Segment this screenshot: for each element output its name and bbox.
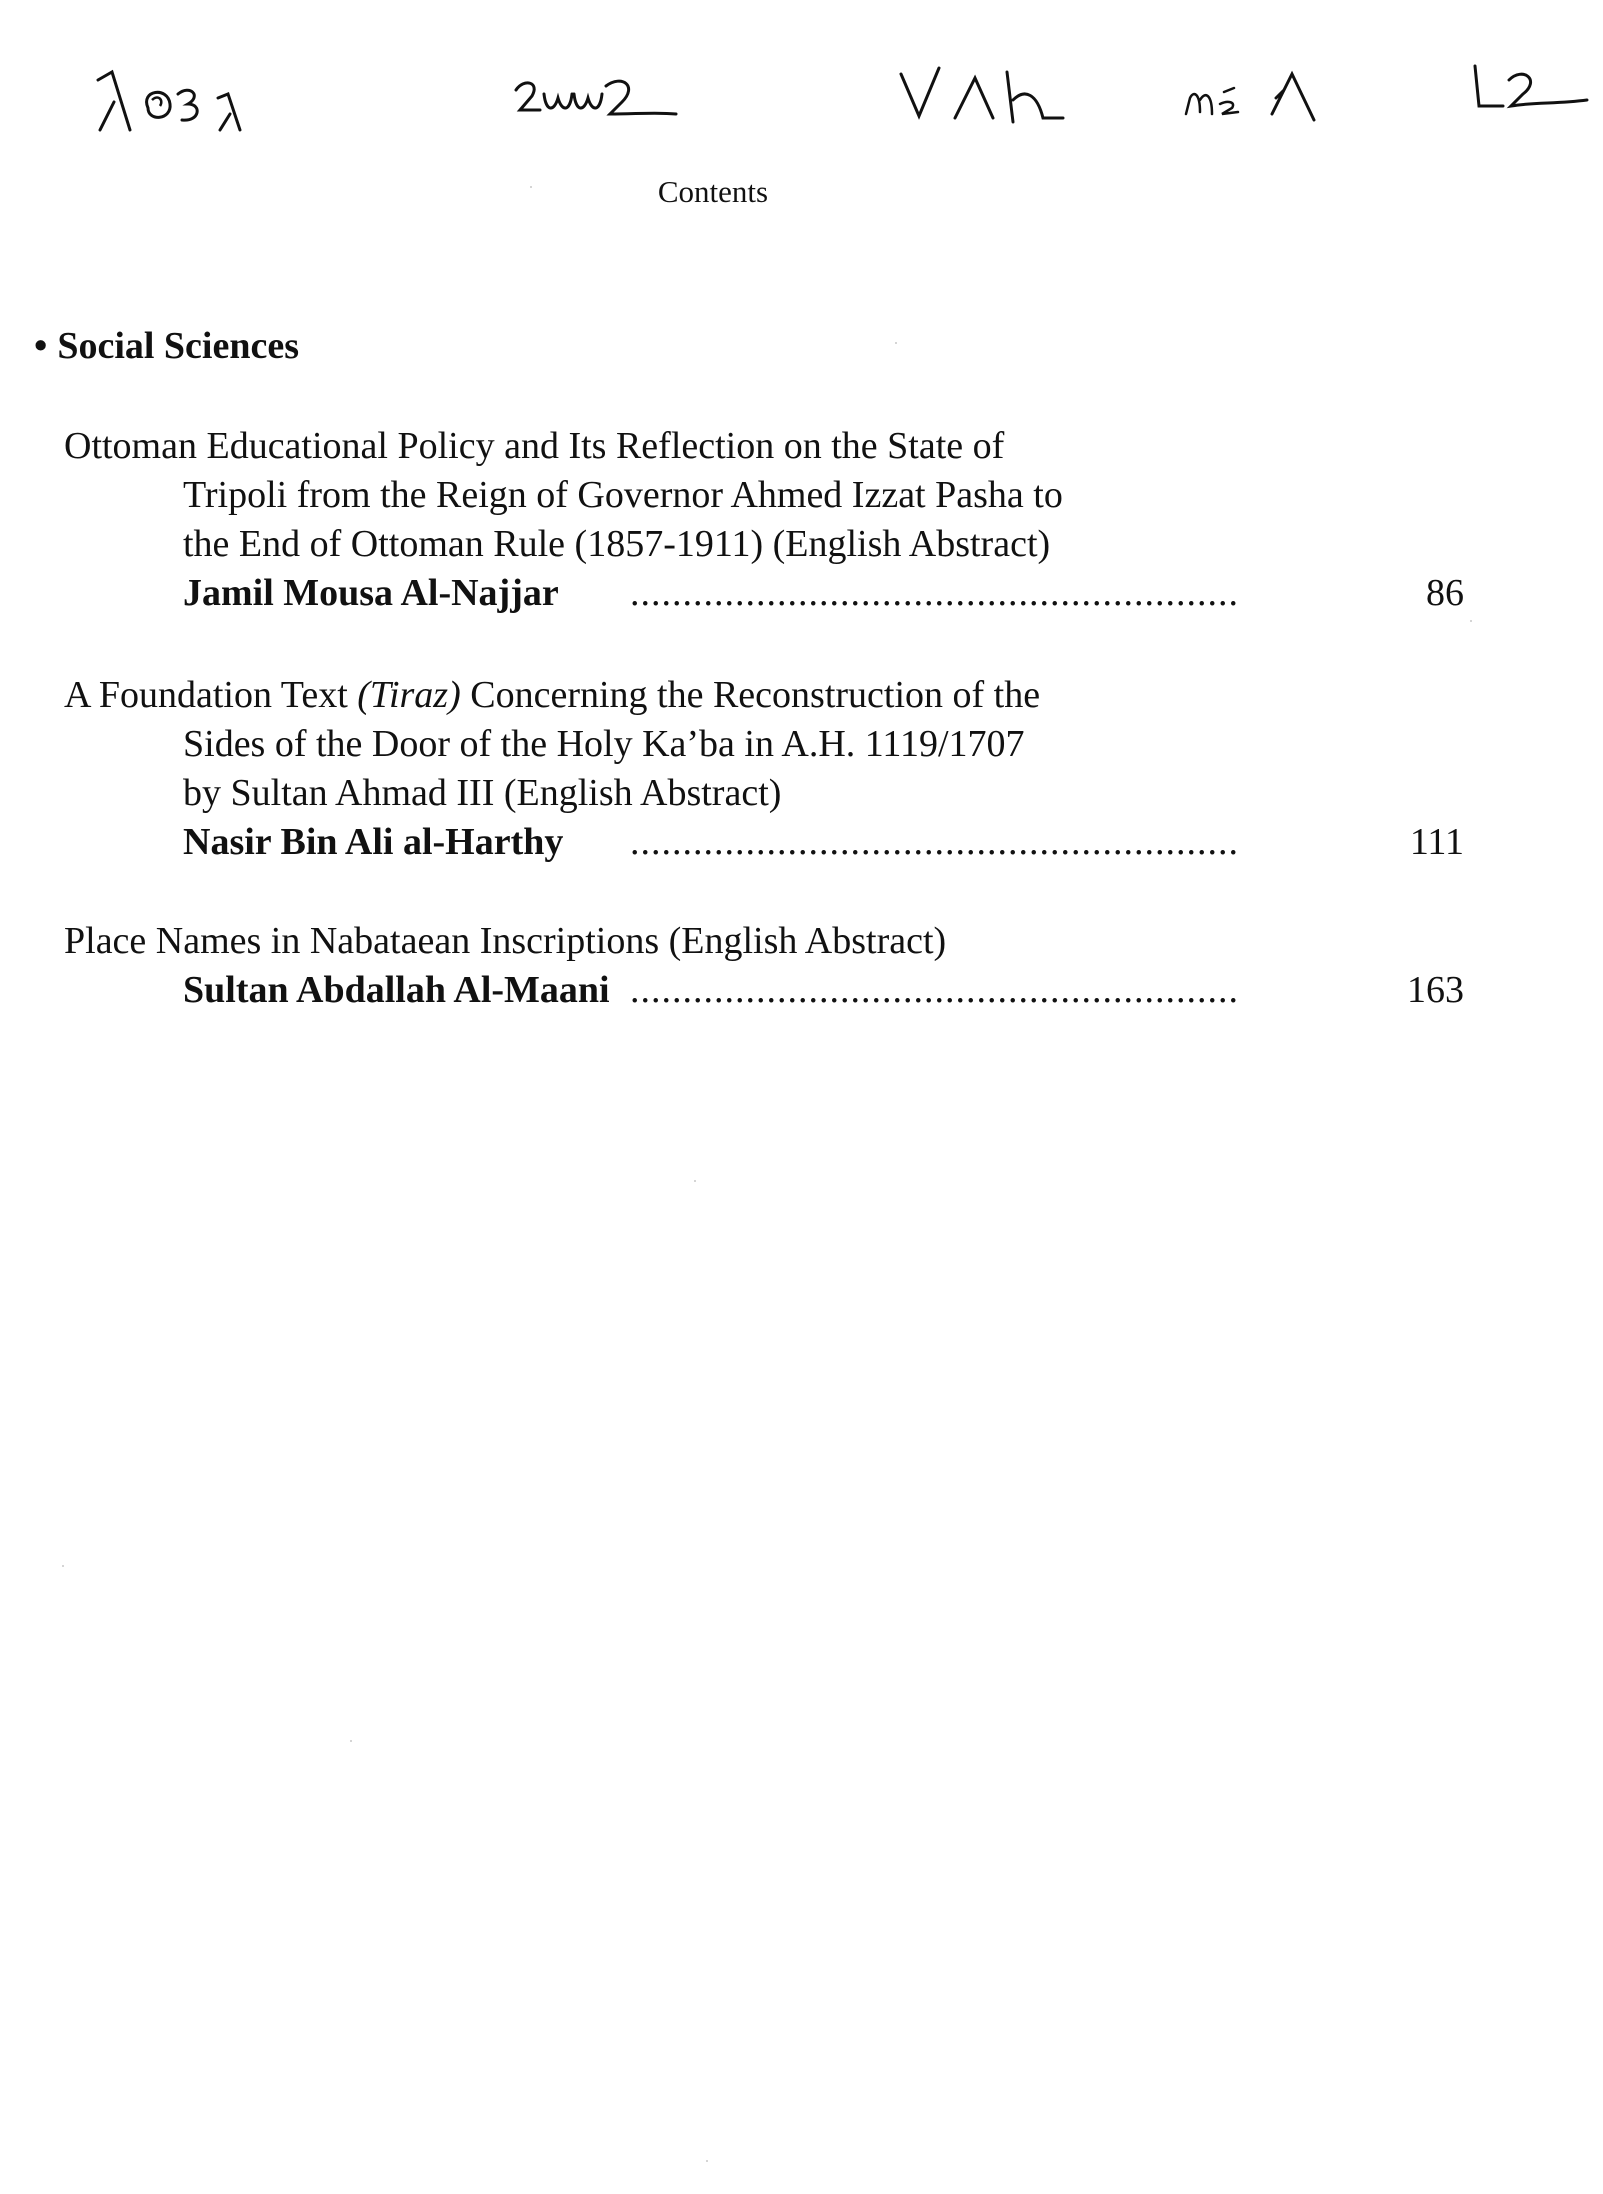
page-title: Contents [657,174,769,209]
section-heading [34,322,299,370]
toc-entry [64,422,1464,618]
scan-speck [1470,620,1472,622]
handwritten-note-1 [90,60,250,140]
entry-title-line: by Sultan Ahmad III (English Abstract) [183,772,782,814]
entry-title-italic: (Tiraz) [357,674,461,716]
entry-author: Jamil Mousa Al-Najjar [183,572,559,614]
entry-author: Nasir Bin Ali al-Harthy [183,821,564,863]
entry-title-segment: A Foundation Text [64,674,348,716]
scan-speck [530,186,532,188]
handwritten-note-2 [510,60,680,140]
toc-entry [64,917,1464,1015]
scan-speck [895,342,897,344]
entry-author-row [64,966,1464,1015]
dot-leader: .......................................................... [630,821,1239,863]
bullet-icon: • [34,325,48,367]
handwritten-annotations [0,60,1603,150]
dot-leader: .......................................................... [630,572,1239,614]
entry-author: Sultan Abdallah Al-Maani [183,969,610,1011]
section-heading-label: Social Sciences [57,325,300,367]
scan-speck [694,1180,696,1182]
entry-page-number: 86 [1426,572,1464,614]
entry-title-line: Sides of the Door of the Holy Ka’ba in A.H. 1119/1707 [183,723,1025,765]
dot-leader: .......................................................... [630,969,1239,1011]
handwritten-note-4 [1180,60,1340,140]
entry-author-row [64,569,1464,618]
entry-title-line [64,671,1464,720]
scan-speck [62,1565,64,1567]
scan-speck [350,1740,352,1742]
handwritten-note-5 [1465,60,1595,140]
entry-title-line: Ottoman Educational Policy and Its Reflection on the State of [64,425,1005,467]
entry-page-number: 111 [1409,821,1464,863]
scan-speck [706,2160,708,2162]
entry-title-segment: Concerning the Reconstruction of the [470,674,1041,716]
entry-title-line: Place Names in Nabataean Inscriptions (English Abstract) [64,920,947,962]
entry-title-line: the End of Ottoman Rule (1857-1911) (English Abstract) [183,523,1051,565]
entry-author-row [64,818,1464,867]
entry-page-number: 163 [1407,969,1464,1011]
toc-entry [64,671,1464,867]
entry-title-line: Tripoli from the Reign of Governor Ahmed Izzat Pasha to [183,474,1063,516]
handwritten-note-3 [895,60,1075,140]
